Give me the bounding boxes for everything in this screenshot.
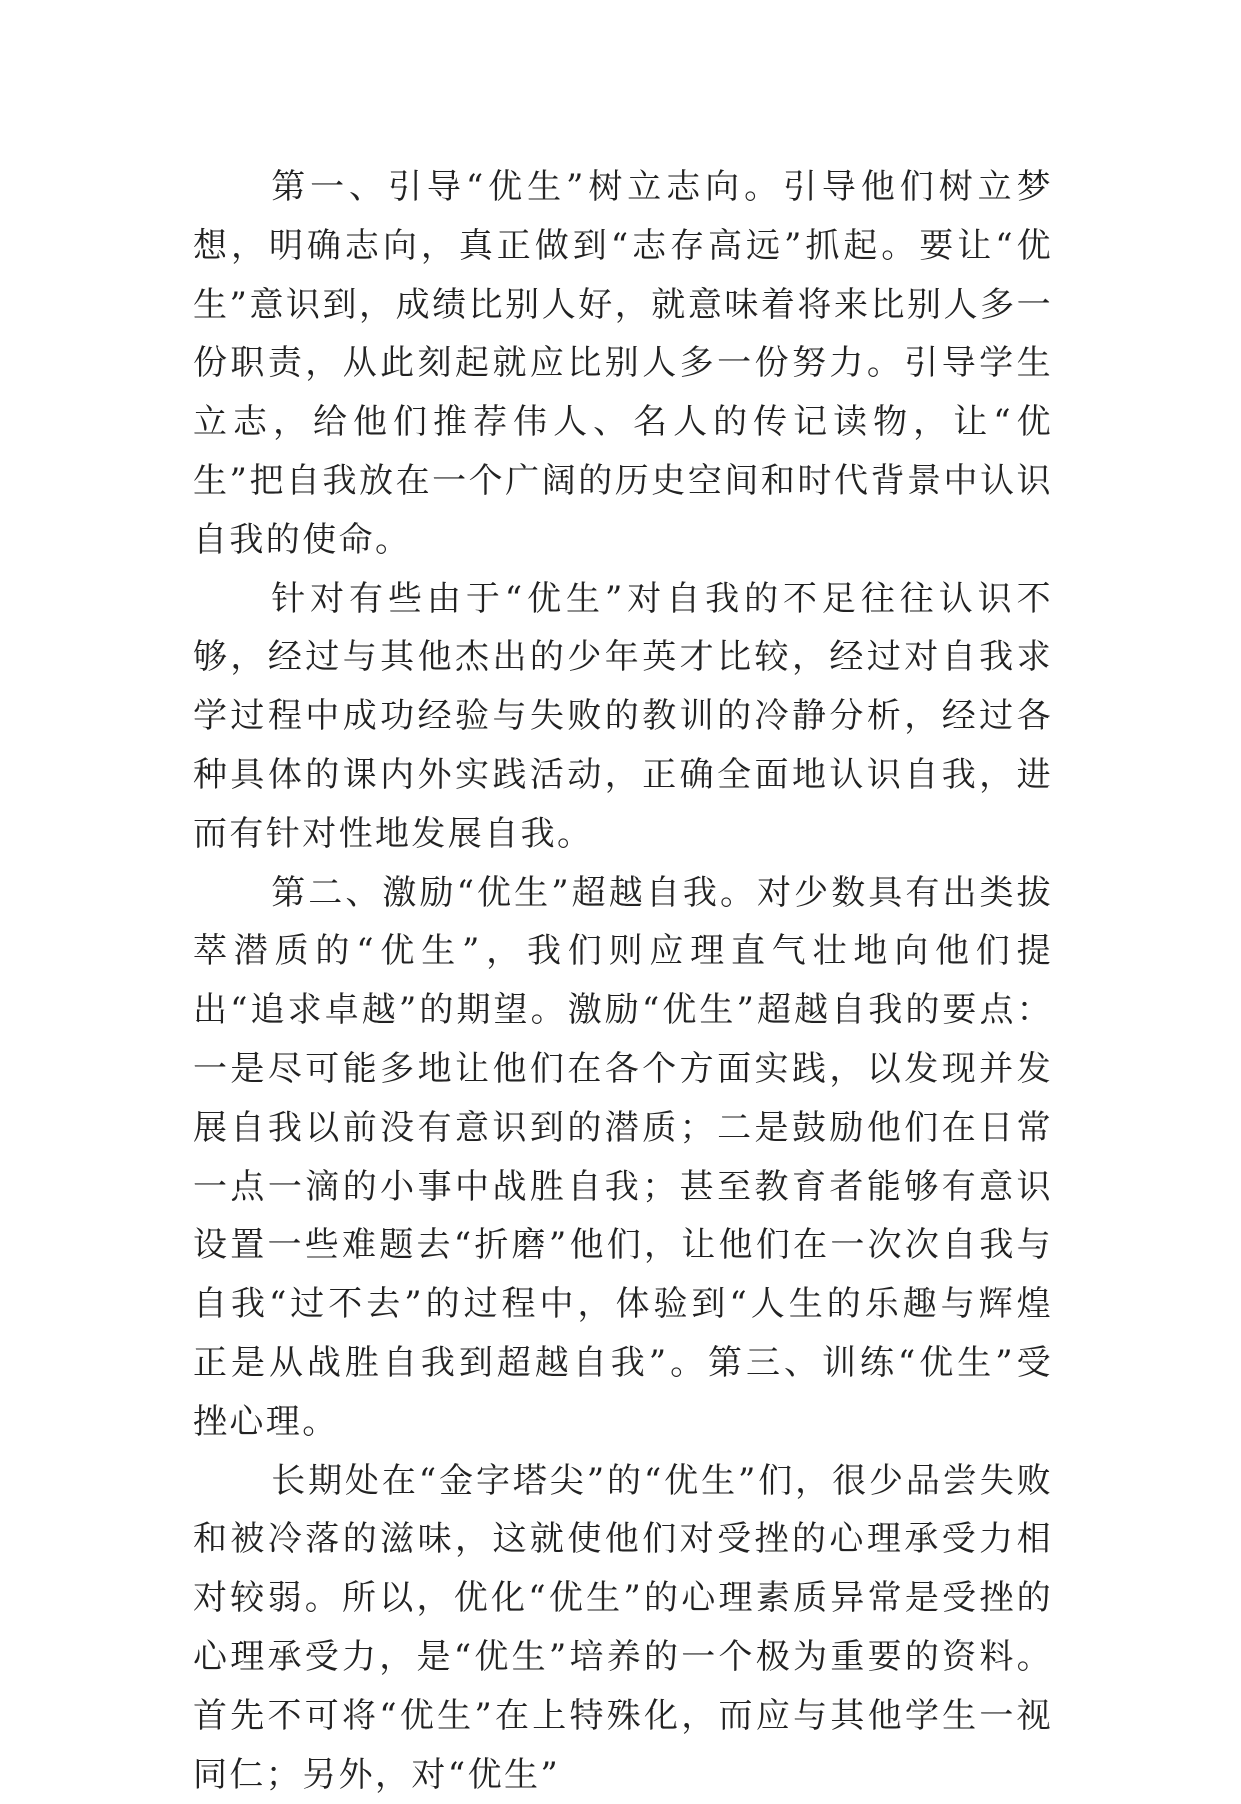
paragraph-1: 第一、引导“优生”树立志向。引导他们树立梦想，明确志向，真正做到“志存高远”抓起。要让“优生”意识到，成绩比别人好，就意味着将来比别人多一份职责，从此刻起就应比别人多一份努力。引导学生立志，给他们推荐伟人、名人的传记读物，让“优生”把自我放在一个广阔的历史空间和时代背景中认识自我的使命。	[193, 167, 1053, 560]
paragraph-3: 第二、激励“优生”超越自我。对少数具有出类拔萃潜质的“优生”，我们则应理直气壮地向他们提出“追求卓越”的期望。激励“优生”超越自我的要点：一是尽可能多地让他们在各个方面实践，以发现并发展自我以前没有意识到的潜质；二是鼓励他们在日常一点一滴的小事中战胜自我；甚至教育者能够有意识设置一些难题去“折磨”他们，让他们在一次次自我与自我“过不去”的过程中，体验到“人生的乐趣与辉煌正是从战胜自我到超越自我”。第三、训练“优生”受挫心理。	[193, 872, 1053, 1442]
paragraph-2: 针对有些由于“优生”对自我的不足往往认识不够，经过与其他杰出的少年英才比较，经过对自我求学过程中成功经验与失败的教训的冷静分析，经过各种具体的课内外实践活动，正确全面地认识自我，进而有针对性地发展自我。	[193, 578, 1053, 854]
document-body	[193, 158, 1053, 1804]
paragraph-4: 长期处在“金字塔尖”的“优生”们，很少品尝失败和被冷落的滋味，这就使他们对受挫的心理承受力相对较弱。所以，优化“优生”的心理素质异常是受挫的心理承受力，是“优生”培养的一个极为重要的资料。首先不可将“优生”在上特殊化，而应与其他学生一视同仁；另外，对“优生”	[193, 1460, 1053, 1795]
